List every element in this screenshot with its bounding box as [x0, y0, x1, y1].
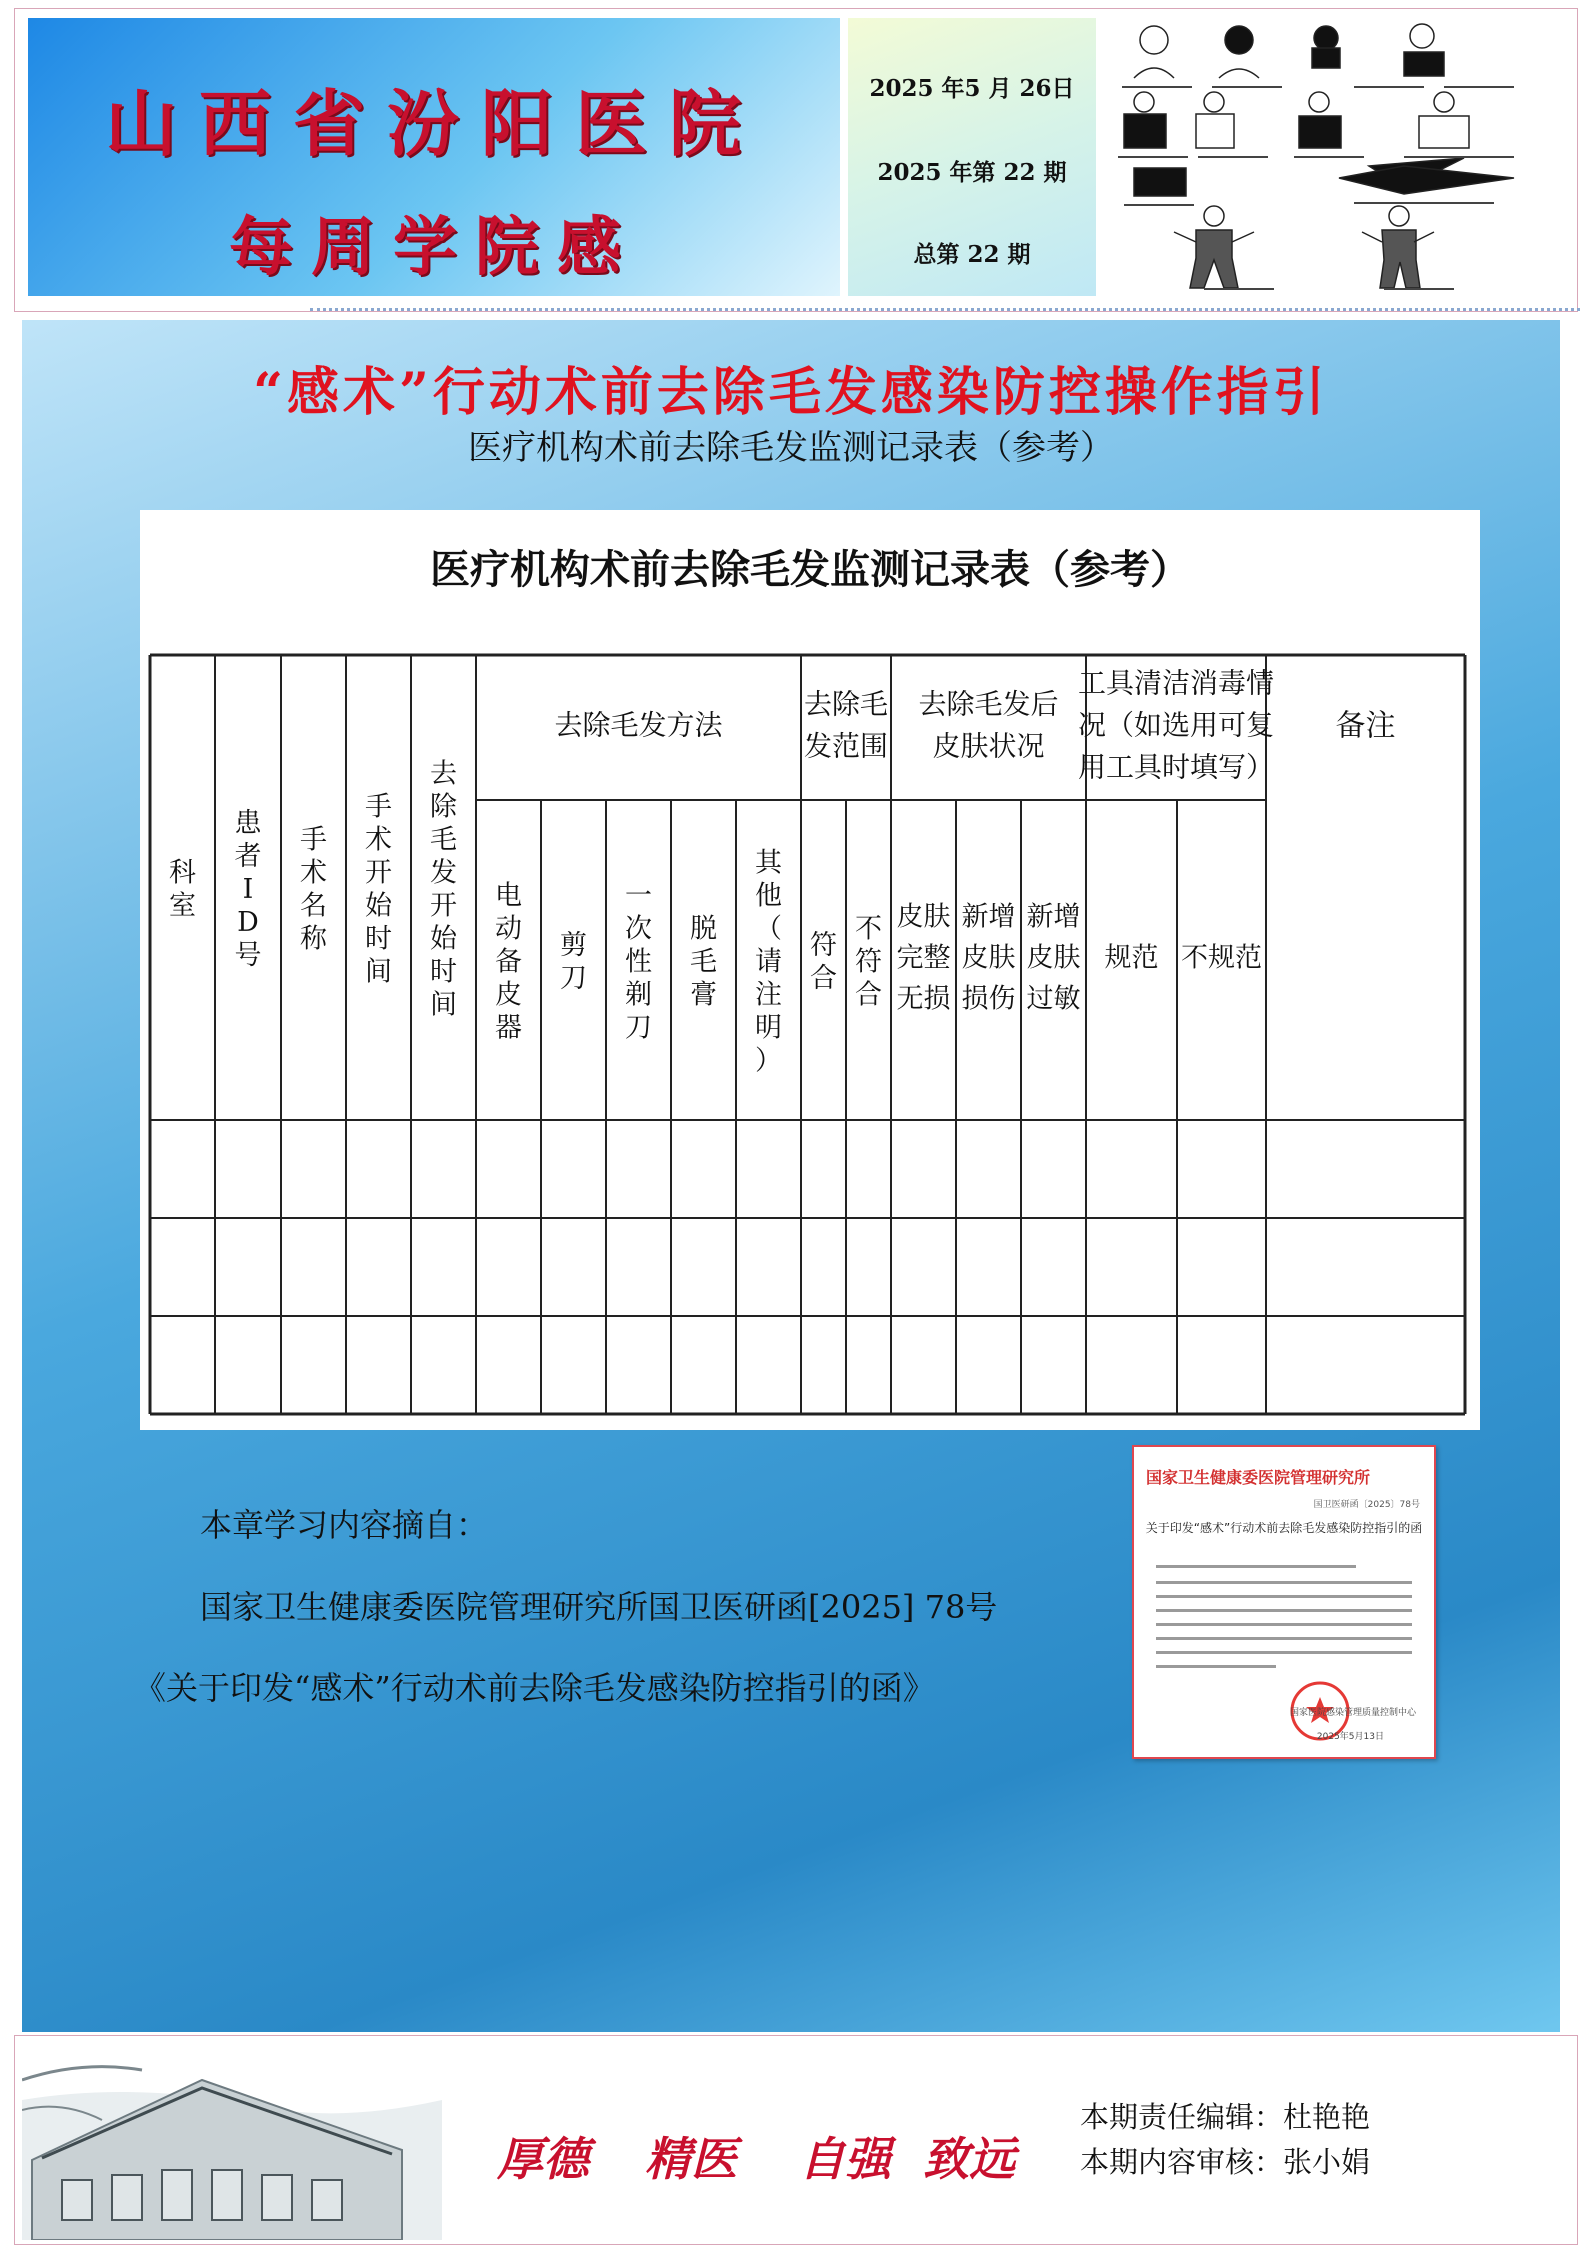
monitoring-form-image [140, 510, 1480, 1430]
masthead [28, 18, 840, 296]
motto-1: 厚德 [497, 2132, 589, 2186]
letter-text-line [1156, 1565, 1356, 1568]
shaving-region-diagram [1104, 18, 1566, 296]
letter-text-line [1156, 1651, 1412, 1654]
letter-signature: 国家医院感染管理质量控制中心 [1289, 1708, 1416, 1718]
official-letter-thumbnail [1132, 1445, 1436, 1759]
reviewer-credit: 本期内容审核：张小娟 [1080, 2145, 1371, 2179]
divider [310, 308, 1580, 311]
letter-title: 关于印发“感术”行动术前去除毛发感染防控指引的函 [1145, 1521, 1423, 1535]
group-header-skin: 去除毛发后皮肤状况 [918, 687, 1059, 763]
form-title: 医疗机构术前去除毛发监测记录表（参考） [430, 546, 1190, 593]
article-subtitle: 医疗机构术前去除毛发监测记录表（参考） [468, 428, 1114, 468]
group-header-remark: 备注 [1335, 708, 1396, 744]
motto-4: 致远 [923, 2132, 1015, 2186]
column-header: 患者 I D 号 [234, 808, 262, 971]
group-header-tool: 工具清洁消毒情况（如选用可复用工具时填写） [1077, 666, 1275, 784]
hospital-building-sketch [22, 2040, 442, 2240]
source-document-number: 国家卫生健康委医院管理研究所国卫医研函[2025] 78号 [200, 1588, 998, 1626]
article-title: “感术”行动术前去除毛发感染防控操作指引 [253, 362, 1329, 423]
letter-text-line [1156, 1623, 1412, 1626]
sub-column-header: 符合 [810, 930, 837, 994]
source-intro: 本章学习内容摘自： [200, 1506, 489, 1544]
column-header: 去除毛发开始时间 [430, 758, 457, 1021]
body-silhouettes-icon [1104, 18, 1566, 296]
editor-credit: 本期责任编辑：杜艳艳 [1080, 2100, 1371, 2134]
monitoring-form-table [140, 510, 1480, 1430]
column-header: 手术名称 [300, 824, 327, 955]
sub-column-header: 脱毛膏 [690, 913, 717, 1011]
letter-number: 国卫医研函〔2025〕78号 [1313, 1500, 1420, 1510]
letter-text-line [1156, 1595, 1412, 1598]
sub-column-header: 新增皮肤损伤 [961, 901, 1016, 1015]
main-panel [22, 320, 1560, 2032]
source-document-title: 《关于印发“感术”行动术前去除毛发感染防控指引的函》 [134, 1669, 935, 1707]
sub-column-header: 电动备皮器 [495, 880, 522, 1044]
sub-column-header: 不规范 [1181, 942, 1262, 974]
letter-text-line [1156, 1609, 1412, 1612]
letter-organization: 国家卫生健康委医院管理研究所 [1146, 1468, 1371, 1487]
newsletter-name: 每周学院感 [229, 210, 639, 285]
issue-total-number: 总第 22 期 [913, 241, 1031, 268]
column-header: 科室 [169, 857, 196, 922]
hospital-name: 山西省汾阳医院 [104, 81, 763, 166]
building-sketch-icon [22, 2040, 442, 2240]
motto-2: 精医 [645, 2132, 737, 2186]
sub-column-header: 其他（请注明） [755, 847, 782, 1077]
sub-column-header: 新增皮肤过敏 [1026, 901, 1081, 1015]
column-header: 手术开始时间 [365, 791, 392, 988]
letter-date: 2025年5月13日 [1316, 1732, 1384, 1742]
sub-column-header: 一次性剃刀 [625, 880, 652, 1044]
letter-text-line [1156, 1637, 1412, 1640]
motto-box [465, 2085, 1050, 2225]
group-header-method: 去除毛发方法 [554, 708, 723, 742]
sub-column-header: 皮肤完整无损 [896, 901, 951, 1015]
issue-year-number: 2025 年第 22 期 [877, 159, 1067, 186]
motto-3: 自强 [799, 2132, 891, 2186]
sub-column-header: 规范 [1104, 942, 1159, 974]
sub-column-header: 剪刀 [560, 930, 587, 994]
group-header-range: 去除毛发范围 [803, 687, 889, 763]
issue-date: 2025 年5 月 26日 [869, 75, 1075, 102]
sub-column-header: 不符合 [855, 913, 882, 1011]
issue-info [848, 18, 1096, 296]
letter-text-line [1156, 1665, 1276, 1668]
letter-text-line [1156, 1581, 1412, 1584]
